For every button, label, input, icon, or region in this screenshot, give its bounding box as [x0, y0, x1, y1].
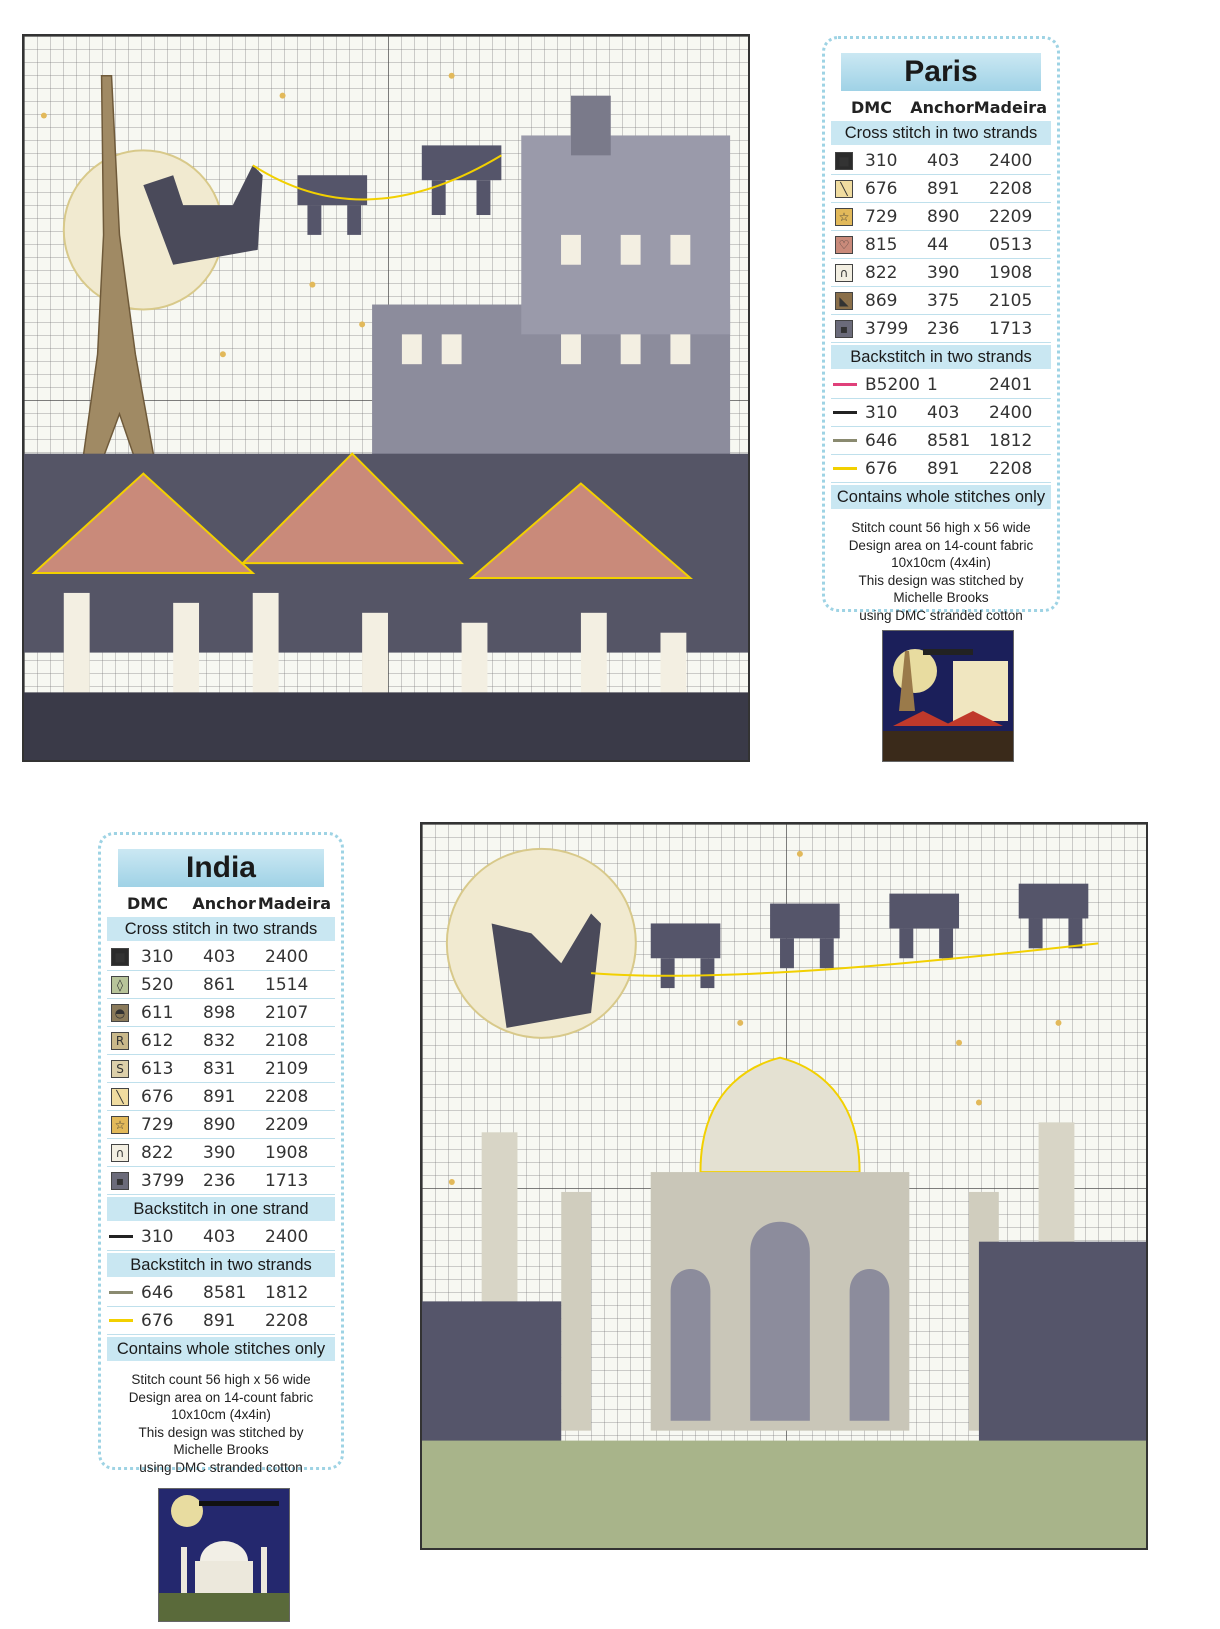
thread-dmc: 3799 [141, 1170, 185, 1191]
note-line: This design was stitched by [138, 1424, 304, 1440]
india-thread-key [98, 832, 344, 1475]
thread-anchor: 390 [203, 1142, 236, 1163]
cross-stitch-thread-row [831, 231, 1051, 259]
thread-madeira: 2108 [265, 1030, 309, 1051]
thread-dmc: 729 [865, 206, 898, 227]
india-chart-artwork [422, 824, 1146, 1548]
filled-square-icon: ■ [111, 948, 129, 966]
note-line: using DMC stranded cotton [139, 1459, 303, 1475]
letter-s-icon: S [111, 1060, 129, 1078]
column-dmc: DMC [127, 894, 168, 913]
thread-anchor: 236 [927, 318, 960, 339]
thread-madeira: 0513 [989, 234, 1033, 255]
thread-anchor: 861 [203, 974, 236, 995]
india-key-column-headers [101, 893, 341, 915]
paris-cross-stitch-chart [22, 34, 750, 762]
paris-thread-key [822, 36, 1060, 623]
backstitch-line-swatch [109, 1291, 133, 1294]
note-line: Design area on 14-count fabric [128, 1389, 314, 1405]
cross-stitch-thread-row [107, 971, 335, 999]
thread-madeira: 2401 [989, 374, 1033, 395]
cross-stitch-thread-row [831, 203, 1051, 231]
cross-stitch-thread-row [831, 315, 1051, 343]
half-circle-icon: ◓ [111, 1004, 129, 1022]
india-key-title: India [118, 849, 324, 887]
letter-r-icon: R [111, 1032, 129, 1050]
arch-icon: ∩ [835, 264, 853, 282]
thread-madeira: 2208 [265, 1310, 309, 1331]
note-line: Michelle Brooks [893, 590, 989, 605]
dot-square-icon: ▪ [835, 320, 853, 338]
thread-madeira: 1812 [265, 1282, 309, 1303]
thread-madeira: 1713 [989, 318, 1033, 339]
cross-stitch-thread-row [107, 1167, 335, 1195]
thread-anchor: 236 [203, 1170, 236, 1191]
thread-madeira: 2109 [265, 1058, 309, 1079]
thread-madeira: 1908 [989, 262, 1033, 283]
backstitch-line-swatch [833, 439, 857, 442]
thread-anchor: 891 [927, 178, 960, 199]
cross-stitch-thread-row [107, 1055, 335, 1083]
backstitch-line-swatch [833, 411, 857, 414]
paris-whole-stitches-note: Contains whole stitches only [831, 485, 1051, 509]
backstitch-thread-row [831, 371, 1051, 399]
thread-madeira: 2400 [265, 946, 309, 967]
thread-dmc: 520 [141, 974, 174, 995]
thread-madeira: 2209 [989, 206, 1033, 227]
filled-square-icon: ■ [835, 152, 853, 170]
cross-stitch-thread-row [831, 147, 1051, 175]
thread-madeira: 1812 [989, 430, 1033, 451]
india-cross-stitch-chart [420, 822, 1148, 1550]
thread-anchor: 44 [927, 234, 949, 255]
paris-design-notes [835, 519, 1047, 624]
backstitch-thread-row [107, 1307, 335, 1335]
paris-backstitch-list [825, 371, 1057, 483]
thread-dmc: 729 [141, 1114, 174, 1135]
cross-stitch-thread-row [107, 943, 335, 971]
india-backstitch-two-list [101, 1279, 341, 1335]
backstitch-line-swatch [833, 467, 857, 470]
flag-icon: ◣ [835, 292, 853, 310]
backstitch-thread-row [107, 1223, 335, 1251]
thread-anchor: 898 [203, 1002, 236, 1023]
thread-dmc: 310 [865, 150, 898, 171]
note-line: Design area on 14-count fabric [848, 537, 1034, 553]
thread-dmc: 310 [141, 1226, 174, 1247]
thread-madeira: 2400 [989, 150, 1033, 171]
thread-anchor: 8581 [927, 430, 971, 451]
india-cross-stitch-list [101, 943, 341, 1195]
thread-madeira: 1713 [265, 1170, 309, 1191]
note-line: Stitch count 56 high x 56 wide [131, 1372, 311, 1387]
star-icon: ☆ [111, 1116, 129, 1134]
note-line: 10x10cm (4x4in) [171, 1407, 271, 1422]
thread-anchor: 403 [927, 150, 960, 171]
diagonal-line-icon: ╲ [111, 1088, 129, 1106]
cross-stitch-thread-row [831, 175, 1051, 203]
note-line: This design was stitched by [858, 572, 1024, 588]
backstitch-thread-row [831, 455, 1051, 483]
thread-madeira: 2208 [265, 1086, 309, 1107]
heart-icon: ♡ [835, 236, 853, 254]
column-anchor: Anchor [192, 894, 256, 913]
thread-anchor: 1 [927, 374, 938, 395]
thread-dmc: 822 [865, 262, 898, 283]
reindeer-group [297, 145, 501, 235]
thread-anchor: 891 [203, 1310, 236, 1331]
cross-stitch-thread-row [107, 999, 335, 1027]
backstitch-thread-row [107, 1279, 335, 1307]
column-madeira: Madeira [973, 98, 1047, 117]
thread-dmc: 646 [865, 430, 898, 451]
star-icon: ☆ [835, 208, 853, 226]
thread-dmc: 310 [865, 402, 898, 423]
column-madeira: Madeira [257, 894, 332, 913]
thread-dmc: 869 [865, 290, 898, 311]
paris-chart-artwork [24, 36, 748, 760]
thread-anchor: 403 [203, 1226, 236, 1247]
thread-madeira: 2208 [989, 178, 1033, 199]
paris-backstitch-heading: Backstitch in two strands [831, 345, 1051, 369]
diagonal-line-icon: ╲ [835, 180, 853, 198]
thread-anchor: 390 [927, 262, 960, 283]
thread-anchor: 403 [203, 946, 236, 967]
india-backstitch-one-heading: Backstitch in one strand [107, 1197, 335, 1221]
thread-anchor: 831 [203, 1058, 236, 1079]
backstitch-thread-row [831, 399, 1051, 427]
thread-anchor: 891 [927, 458, 960, 479]
note-line: 10x10cm (4x4in) [891, 555, 991, 570]
cross-stitch-thread-row [831, 259, 1051, 287]
arch-icon: ∩ [111, 1144, 129, 1162]
thread-dmc: 676 [141, 1086, 174, 1107]
thread-dmc: 611 [141, 1002, 174, 1023]
paris-key-column-headers [825, 97, 1057, 119]
dot-square-icon: ▪ [111, 1172, 129, 1190]
thread-madeira: 2107 [265, 1002, 309, 1023]
backstitch-line-swatch [109, 1235, 133, 1238]
thread-dmc: 676 [141, 1310, 174, 1331]
thread-dmc: B5200 [865, 374, 920, 395]
diamond-icon: ◊ [111, 976, 129, 994]
thread-madeira: 1514 [265, 974, 309, 995]
thread-madeira: 2400 [989, 402, 1033, 423]
thread-dmc: 815 [865, 234, 898, 255]
thread-madeira: 1908 [265, 1142, 309, 1163]
thread-madeira: 2105 [989, 290, 1033, 311]
cross-stitch-thread-row [107, 1027, 335, 1055]
thread-anchor: 375 [927, 290, 960, 311]
backstitch-line-swatch [109, 1319, 133, 1322]
india-whole-stitches-note: Contains whole stitches only [107, 1337, 335, 1361]
note-line: using DMC stranded cotton [859, 607, 1023, 623]
paris-cross-stitch-list [825, 147, 1057, 343]
thread-dmc: 676 [865, 458, 898, 479]
thread-anchor: 891 [203, 1086, 236, 1107]
thread-dmc: 3799 [865, 318, 909, 339]
note-line: Stitch count 56 high x 56 wide [851, 520, 1031, 535]
thread-madeira: 2400 [265, 1226, 309, 1247]
thread-dmc: 822 [141, 1142, 174, 1163]
thread-madeira: 2209 [265, 1114, 309, 1135]
backstitch-thread-row [831, 427, 1051, 455]
paris-cross-stitch-heading: Cross stitch in two strands [831, 121, 1051, 145]
india-design-notes [111, 1371, 331, 1476]
thread-anchor: 403 [927, 402, 960, 423]
india-finished-thumbnail [158, 1488, 290, 1622]
thread-anchor: 890 [203, 1114, 236, 1135]
india-cross-stitch-heading: Cross stitch in two strands [107, 917, 335, 941]
cross-stitch-thread-row [107, 1083, 335, 1111]
paris-finished-thumbnail [882, 630, 1014, 762]
reindeer-group [651, 884, 1089, 988]
column-anchor: Anchor [910, 98, 974, 117]
thread-dmc: 676 [865, 178, 898, 199]
paris-key-title: Paris [841, 53, 1041, 91]
backstitch-line-swatch [833, 383, 857, 386]
thread-anchor: 832 [203, 1030, 236, 1051]
thread-anchor: 8581 [203, 1282, 247, 1303]
india-backstitch-two-heading: Backstitch in two strands [107, 1253, 335, 1277]
cross-stitch-thread-row [107, 1111, 335, 1139]
thread-dmc: 646 [141, 1282, 174, 1303]
column-dmc: DMC [851, 98, 892, 117]
note-line: Michelle Brooks [173, 1442, 269, 1457]
thread-dmc: 310 [141, 946, 174, 967]
thread-anchor: 890 [927, 206, 960, 227]
thread-madeira: 2208 [989, 458, 1033, 479]
cross-stitch-thread-row [107, 1139, 335, 1167]
thread-dmc: 613 [141, 1058, 174, 1079]
cross-stitch-thread-row [831, 287, 1051, 315]
india-backstitch-one-list [101, 1223, 341, 1251]
thread-dmc: 612 [141, 1030, 174, 1051]
